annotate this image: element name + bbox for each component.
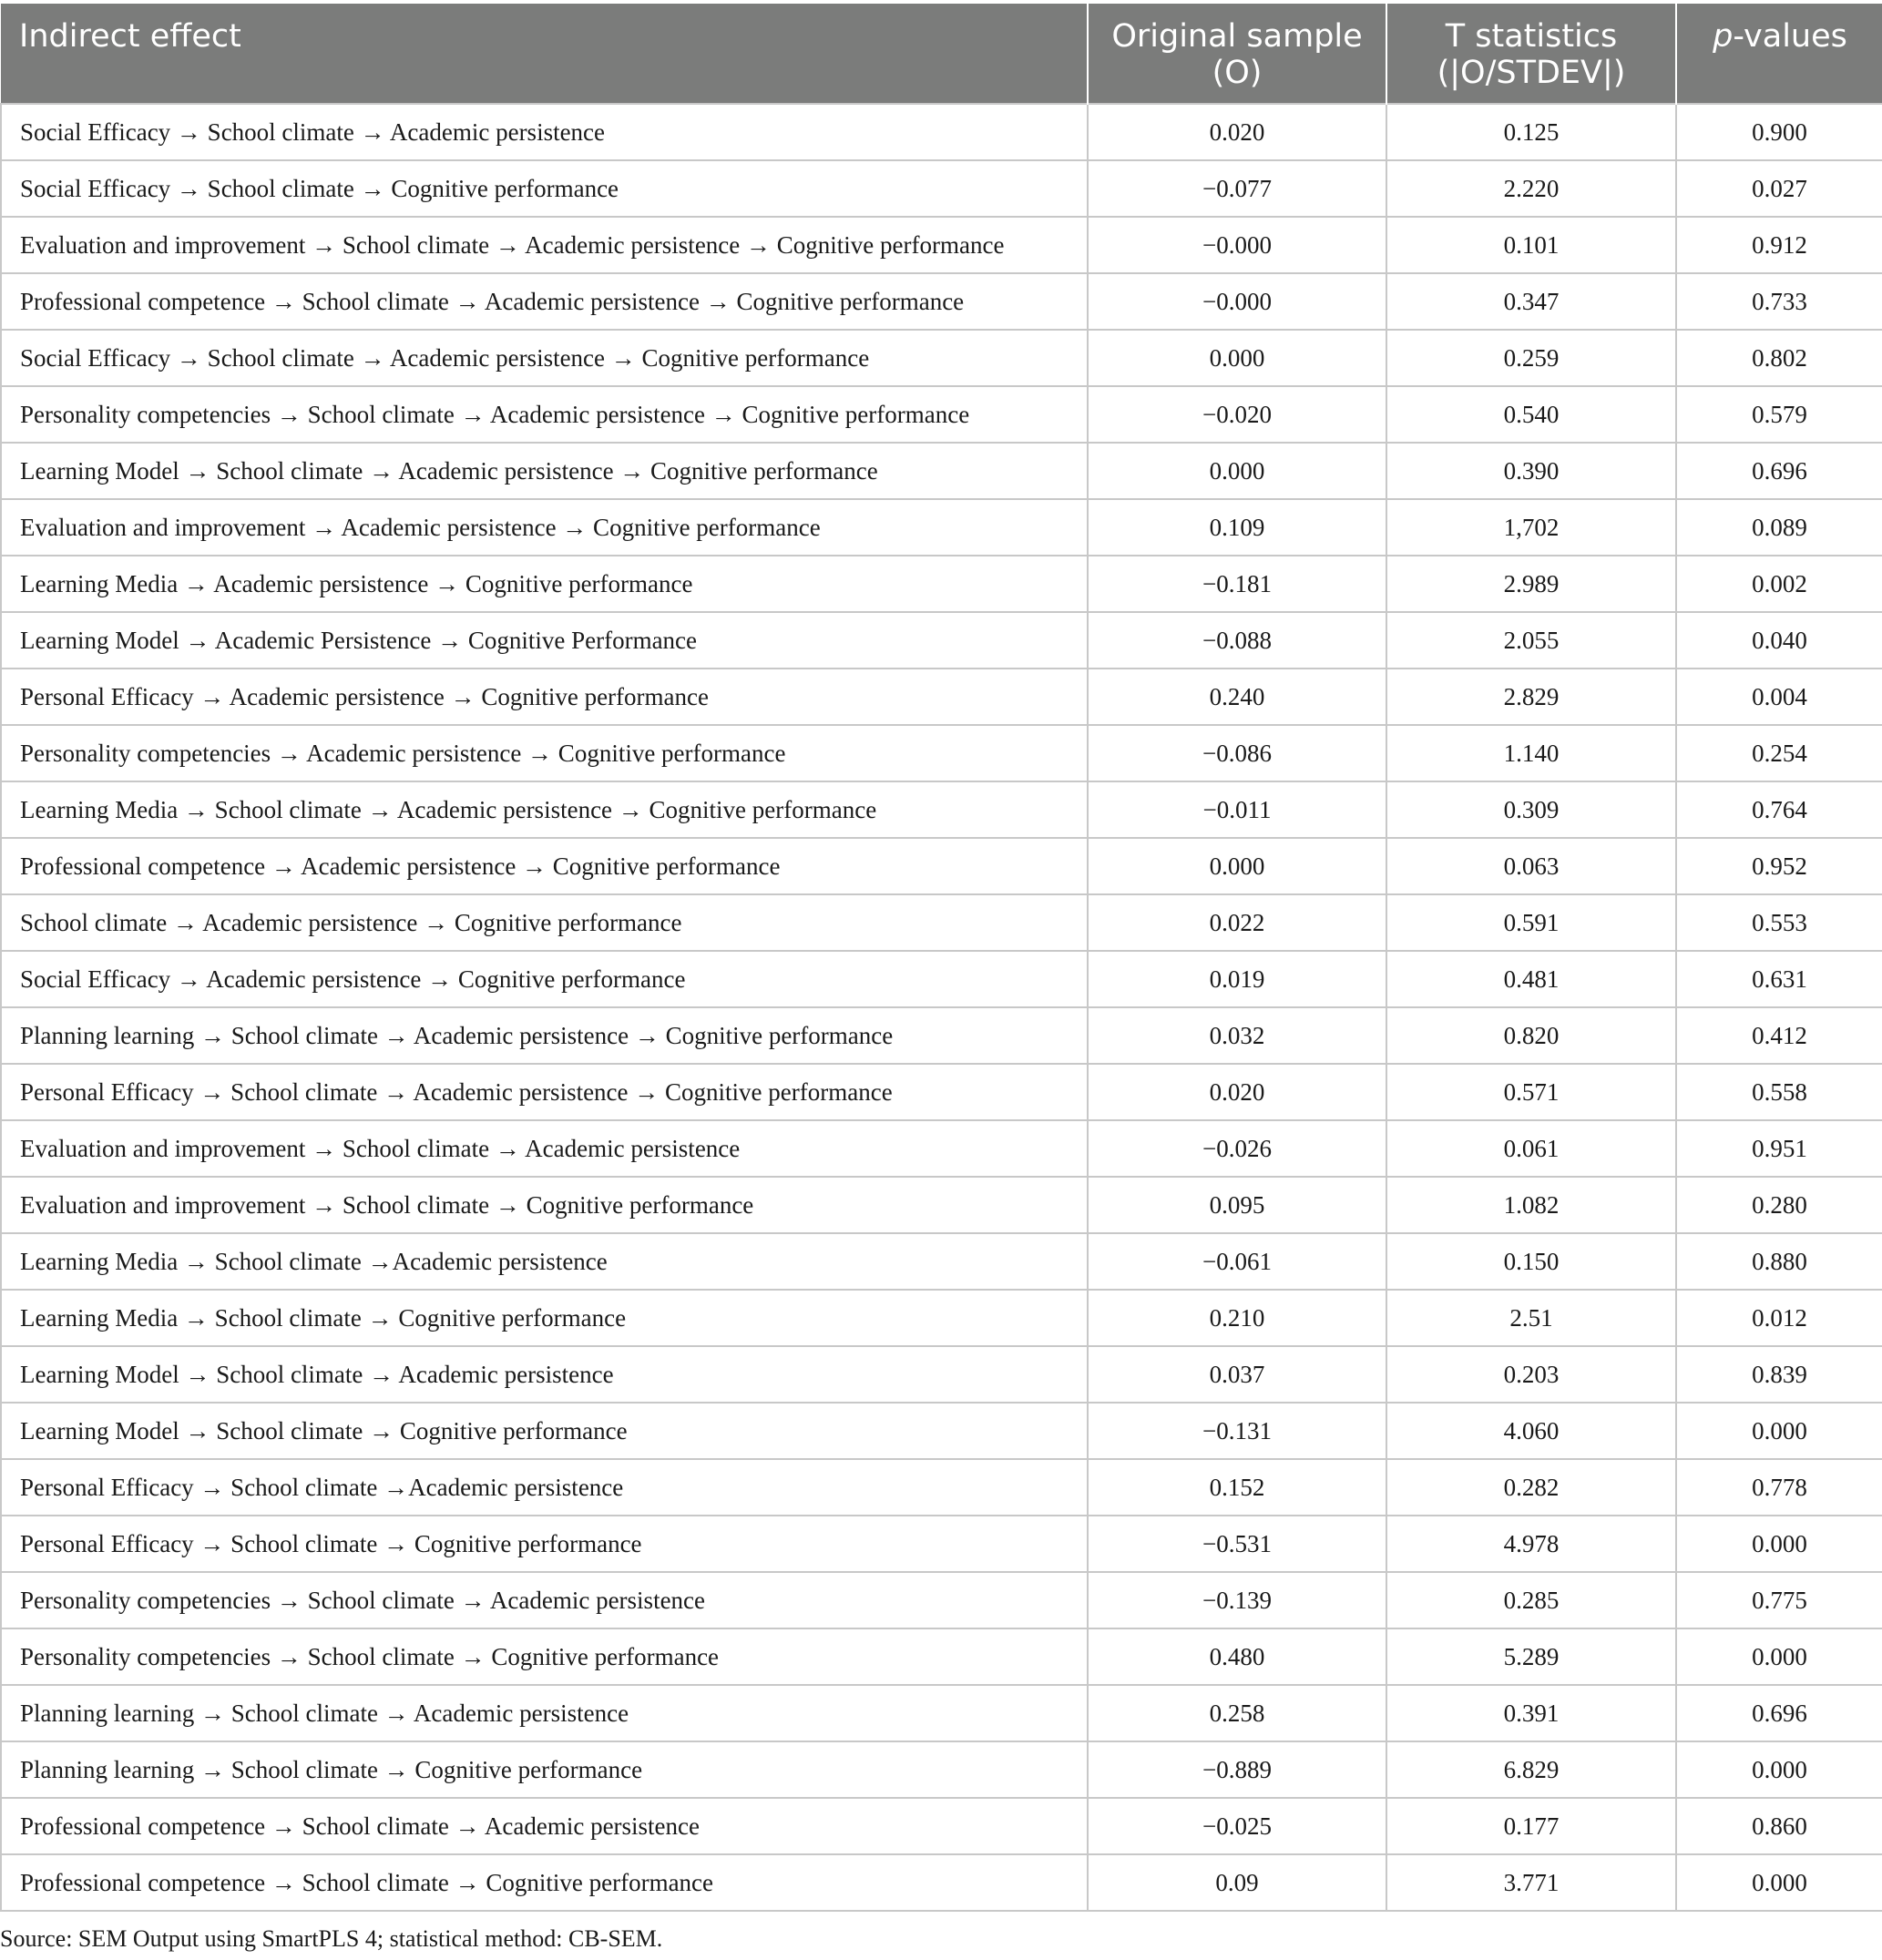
original-sample-cell: −0.077 (1088, 160, 1386, 217)
table-row (1, 1403, 1882, 1459)
header-original-sample-line2: (O) (1212, 55, 1263, 91)
t-statistic-cell: 0.481 (1386, 951, 1676, 1007)
table-row (1, 1346, 1882, 1403)
original-sample-cell: −0.131 (1088, 1403, 1386, 1459)
table-row (1, 1007, 1882, 1064)
p-value-cell: 0.900 (1676, 104, 1882, 160)
t-statistic-cell: 0.391 (1386, 1685, 1676, 1741)
t-statistic-cell: 0.177 (1386, 1798, 1676, 1854)
table-row (1, 838, 1882, 894)
table-row (1, 1233, 1882, 1290)
p-value-cell: 0.733 (1676, 273, 1882, 330)
header-p-values-italic: p (1713, 18, 1734, 55)
t-statistic-cell: 0.061 (1386, 1120, 1676, 1177)
indirect-effect-cell: Personal Efficacy → School climate → Cognitive performance (1, 1516, 1088, 1572)
original-sample-cell: 0.000 (1088, 330, 1386, 386)
p-value-cell: 0.000 (1676, 1516, 1882, 1572)
t-statistic-cell: 0.571 (1386, 1064, 1676, 1120)
t-statistic-cell: 2.51 (1386, 1290, 1676, 1346)
indirect-effect-cell: Social Efficacy → School climate → Cognitive performance (1, 160, 1088, 217)
source-note: Source: SEM Output using SmartPLS 4; statistical method: CB-SEM. (0, 1925, 663, 1952)
table-row (1, 1741, 1882, 1798)
p-value-cell: 0.912 (1676, 217, 1882, 273)
original-sample-cell: 0.258 (1088, 1685, 1386, 1741)
table-row (1, 1854, 1882, 1911)
t-statistic-cell: 0.309 (1386, 781, 1676, 838)
indirect-effect-cell: Evaluation and improvement → Academic persistence → Cognitive performance (1, 499, 1088, 556)
header-t-statistics-line1: T statistics (1445, 18, 1618, 55)
p-value-cell: 0.860 (1676, 1798, 1882, 1854)
indirect-effect-cell: Learning Media → Academic persistence → Cognitive performance (1, 556, 1088, 612)
p-value-cell: 0.553 (1676, 894, 1882, 951)
original-sample-cell: 0.09 (1088, 1854, 1386, 1911)
p-value-cell: 0.764 (1676, 781, 1882, 838)
table-row (1, 386, 1882, 443)
p-value-cell: 0.579 (1676, 386, 1882, 443)
original-sample-cell: −0.026 (1088, 1120, 1386, 1177)
header-original-sample (1088, 4, 1386, 104)
t-statistic-cell: 2.220 (1386, 160, 1676, 217)
original-sample-cell: −0.088 (1088, 612, 1386, 669)
header-indirect-effect-label: Indirect effect (19, 18, 241, 55)
original-sample-cell: 0.037 (1088, 1346, 1386, 1403)
original-sample-cell: 0.152 (1088, 1459, 1386, 1516)
table-row (1, 273, 1882, 330)
table-row (1, 781, 1882, 838)
table-body (1, 104, 1882, 1911)
indirect-effect-cell: Social Efficacy → Academic persistence → Cognitive performance (1, 951, 1088, 1007)
original-sample-cell: −0.086 (1088, 725, 1386, 781)
p-value-cell: 0.696 (1676, 1685, 1882, 1741)
header-indirect-effect (1, 4, 1088, 104)
table-row (1, 1120, 1882, 1177)
t-statistic-cell: 1.140 (1386, 725, 1676, 781)
p-value-cell: 0.775 (1676, 1572, 1882, 1628)
table-row (1, 556, 1882, 612)
t-statistic-cell: 4.978 (1386, 1516, 1676, 1572)
original-sample-cell: 0.210 (1088, 1290, 1386, 1346)
table-row (1, 1459, 1882, 1516)
indirect-effect-cell: Evaluation and improvement → School climate → Academic persistence → Cognitive performance (1, 217, 1088, 273)
original-sample-cell: 0.000 (1088, 443, 1386, 499)
t-statistic-cell: 0.203 (1386, 1346, 1676, 1403)
indirect-effect-cell: Evaluation and improvement → School climate → Academic persistence (1, 1120, 1088, 1177)
indirect-effect-cell: Personality competencies → School climate → Academic persistence (1, 1572, 1088, 1628)
original-sample-cell: −0.181 (1088, 556, 1386, 612)
original-sample-cell: 0.000 (1088, 838, 1386, 894)
original-sample-cell: 0.109 (1088, 499, 1386, 556)
header-t-statistics-line2: (|O/STDEV|) (1437, 55, 1626, 91)
indirect-effect-cell: Personality competencies → School climate → Academic persistence → Cognitive performance (1, 386, 1088, 443)
table-row (1, 1572, 1882, 1628)
p-value-cell: 0.000 (1676, 1403, 1882, 1459)
t-statistic-cell: 0.063 (1386, 838, 1676, 894)
p-value-cell: 0.012 (1676, 1290, 1882, 1346)
t-statistic-cell: 0.390 (1386, 443, 1676, 499)
indirect-effect-cell: Learning Media → School climate → Academic persistence → Cognitive performance (1, 781, 1088, 838)
indirect-effect-cell: Personal Efficacy → School climate →Academic persistence (1, 1459, 1088, 1516)
t-statistic-cell: 0.285 (1386, 1572, 1676, 1628)
table-row (1, 1685, 1882, 1741)
indirect-effects-table (0, 4, 1882, 1912)
original-sample-cell: −0.025 (1088, 1798, 1386, 1854)
indirect-effect-cell: Personality competencies → School climate → Cognitive performance (1, 1628, 1088, 1685)
p-value-cell: 0.778 (1676, 1459, 1882, 1516)
original-sample-cell: 0.020 (1088, 1064, 1386, 1120)
p-value-cell: 0.280 (1676, 1177, 1882, 1233)
original-sample-cell: −0.531 (1088, 1516, 1386, 1572)
table-row (1, 1177, 1882, 1233)
table-row (1, 894, 1882, 951)
table-row (1, 1798, 1882, 1854)
t-statistic-cell: 2.829 (1386, 669, 1676, 725)
header-p-values-rest: -values (1733, 18, 1847, 55)
original-sample-cell: −0.889 (1088, 1741, 1386, 1798)
table-row (1, 104, 1882, 160)
t-statistic-cell: 0.347 (1386, 273, 1676, 330)
t-statistic-cell: 3.771 (1386, 1854, 1676, 1911)
original-sample-cell: 0.022 (1088, 894, 1386, 951)
original-sample-cell: 0.480 (1088, 1628, 1386, 1685)
original-sample-cell: −0.139 (1088, 1572, 1386, 1628)
original-sample-cell: 0.020 (1088, 104, 1386, 160)
indirect-effect-cell: Planning learning → School climate → Academic persistence → Cognitive performance (1, 1007, 1088, 1064)
original-sample-cell: −0.020 (1088, 386, 1386, 443)
indirect-effect-cell: Social Efficacy → School climate → Academic persistence (1, 104, 1088, 160)
original-sample-cell: 0.032 (1088, 1007, 1386, 1064)
indirect-effect-cell: Planning learning → School climate → Academic persistence (1, 1685, 1088, 1741)
table-row (1, 217, 1882, 273)
header-original-sample-line1: Original sample (1111, 18, 1363, 55)
original-sample-cell: 0.095 (1088, 1177, 1386, 1233)
t-statistic-cell: 0.540 (1386, 386, 1676, 443)
t-statistic-cell: 1,702 (1386, 499, 1676, 556)
table-row (1, 1290, 1882, 1346)
indirect-effect-cell: Planning learning → School climate → Cognitive performance (1, 1741, 1088, 1798)
table-row (1, 1064, 1882, 1120)
table-row (1, 499, 1882, 556)
table-header (1, 4, 1882, 104)
indirect-effect-cell: Learning Model → Academic Persistence → Cognitive Performance (1, 612, 1088, 669)
original-sample-cell: −0.000 (1088, 217, 1386, 273)
t-statistic-cell: 0.282 (1386, 1459, 1676, 1516)
t-statistic-cell: 0.150 (1386, 1233, 1676, 1290)
p-value-cell: 0.254 (1676, 725, 1882, 781)
p-value-cell: 0.000 (1676, 1628, 1882, 1685)
table-row (1, 725, 1882, 781)
t-statistic-cell: 0.591 (1386, 894, 1676, 951)
indirect-effect-cell: Personal Efficacy → School climate → Academic persistence → Cognitive performance (1, 1064, 1088, 1120)
p-value-cell: 0.000 (1676, 1854, 1882, 1911)
header-p-values (1676, 4, 1882, 104)
indirect-effect-cell: Personality competencies → Academic persistence → Cognitive performance (1, 725, 1088, 781)
indirect-effect-cell: Personal Efficacy → Academic persistence → Cognitive performance (1, 669, 1088, 725)
p-value-cell: 0.952 (1676, 838, 1882, 894)
header-t-statistics (1386, 4, 1676, 104)
table-row (1, 330, 1882, 386)
indirect-effect-cell: Professional competence → School climate → Academic persistence → Cognitive performance (1, 273, 1088, 330)
indirect-effect-cell: School climate → Academic persistence → Cognitive performance (1, 894, 1088, 951)
indirect-effect-cell: Learning Model → School climate → Cognitive performance (1, 1403, 1088, 1459)
indirect-effect-cell: Professional competence → School climate → Cognitive performance (1, 1854, 1088, 1911)
t-statistic-cell: 2.055 (1386, 612, 1676, 669)
p-value-cell: 0.558 (1676, 1064, 1882, 1120)
p-value-cell: 0.027 (1676, 160, 1882, 217)
p-value-cell: 0.631 (1676, 951, 1882, 1007)
table-row (1, 1628, 1882, 1685)
p-value-cell: 0.802 (1676, 330, 1882, 386)
table-row (1, 669, 1882, 725)
p-value-cell: 0.040 (1676, 612, 1882, 669)
header-row (1, 4, 1882, 104)
p-value-cell: 0.880 (1676, 1233, 1882, 1290)
original-sample-cell: −0.011 (1088, 781, 1386, 838)
t-statistic-cell: 1.082 (1386, 1177, 1676, 1233)
t-statistic-cell: 5.289 (1386, 1628, 1676, 1685)
indirect-effect-cell: Professional competence → School climate → Academic persistence (1, 1798, 1088, 1854)
original-sample-cell: −0.061 (1088, 1233, 1386, 1290)
t-statistic-cell: 4.060 (1386, 1403, 1676, 1459)
p-value-cell: 0.089 (1676, 499, 1882, 556)
indirect-effect-cell: Learning Model → School climate → Academic persistence → Cognitive performance (1, 443, 1088, 499)
original-sample-cell: 0.019 (1088, 951, 1386, 1007)
indirect-effect-cell: Learning Media → School climate → Cognitive performance (1, 1290, 1088, 1346)
indirect-effect-cell: Learning Media → School climate →Academic persistence (1, 1233, 1088, 1290)
p-value-cell: 0.000 (1676, 1741, 1882, 1798)
original-sample-cell: 0.240 (1088, 669, 1386, 725)
p-value-cell: 0.412 (1676, 1007, 1882, 1064)
t-statistic-cell: 0.101 (1386, 217, 1676, 273)
p-value-cell: 0.002 (1676, 556, 1882, 612)
t-statistic-cell: 2.989 (1386, 556, 1676, 612)
table-row (1, 160, 1882, 217)
indirect-effect-cell: Professional competence → Academic persistence → Cognitive performance (1, 838, 1088, 894)
original-sample-cell: −0.000 (1088, 273, 1386, 330)
indirect-effect-cell: Social Efficacy → School climate → Academic persistence → Cognitive performance (1, 330, 1088, 386)
t-statistic-cell: 0.820 (1386, 1007, 1676, 1064)
indirect-effect-cell: Learning Model → School climate → Academic persistence (1, 1346, 1088, 1403)
p-value-cell: 0.839 (1676, 1346, 1882, 1403)
p-value-cell: 0.004 (1676, 669, 1882, 725)
p-value-cell: 0.696 (1676, 443, 1882, 499)
t-statistic-cell: 6.829 (1386, 1741, 1676, 1798)
t-statistic-cell: 0.125 (1386, 104, 1676, 160)
table-row (1, 612, 1882, 669)
p-value-cell: 0.951 (1676, 1120, 1882, 1177)
table-row (1, 443, 1882, 499)
table-row (1, 1516, 1882, 1572)
table-row (1, 951, 1882, 1007)
t-statistic-cell: 0.259 (1386, 330, 1676, 386)
indirect-effect-cell: Evaluation and improvement → School climate → Cognitive performance (1, 1177, 1088, 1233)
